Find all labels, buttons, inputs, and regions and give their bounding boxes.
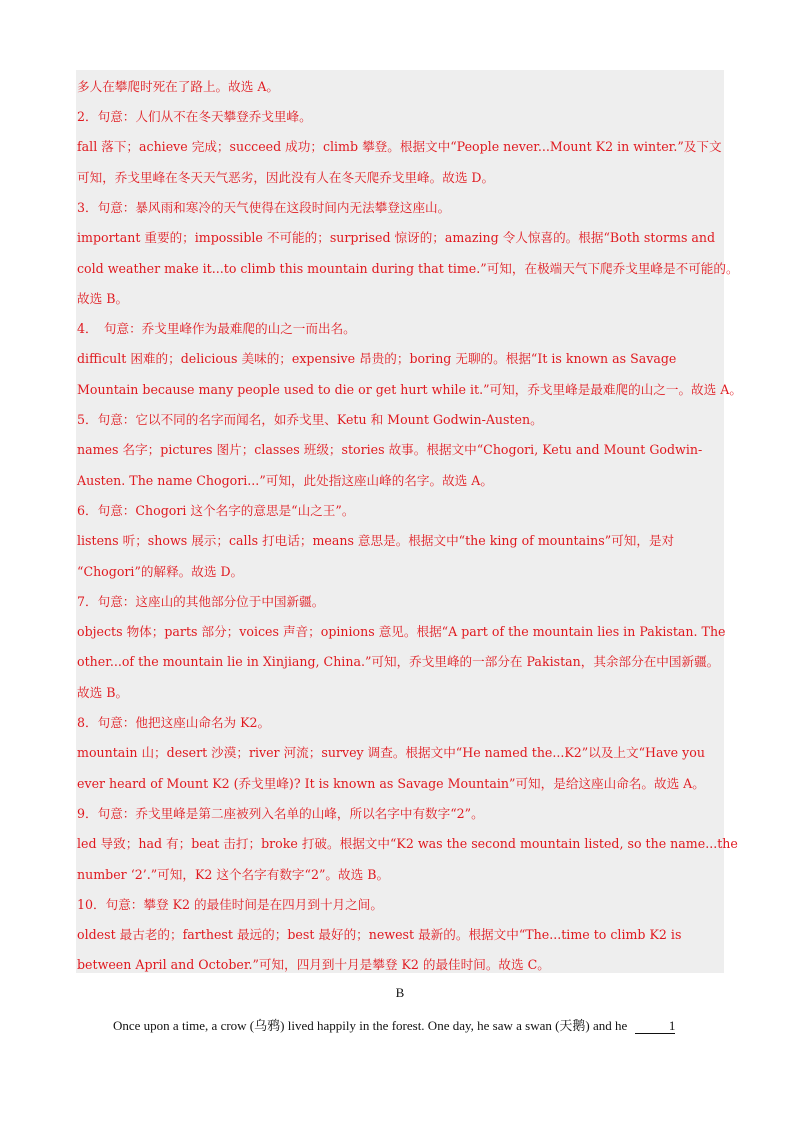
answer-line: other...of the mountain lie in Xinjiang, China.”可知，乔戈里峰的一部分在 Pakistan，其余部分在中国新疆。 [77,654,720,669]
answer-line: oldest 最古老的；farthest 最远的；best 最好的；newest 最新的。根据文中“The...time to climb K2 is [77,927,682,942]
answer-line: cold weather make it...to climb this mountain during that time.”可知，在极端天气下爬乔戈里峰是不可能的。 [77,261,739,276]
answer-line: fall 落下；achieve 完成；succeed 成功；climb 攀登。根据文中“People never...Mount K2 in winter.”及下文 [77,139,722,154]
answer-blank: 1 [635,1019,675,1034]
answer-line: 9．句意：乔戈里峰是第二座被列入名单的山峰，所以名字中有数字“2”。 [77,806,484,821]
answer-line: ever heard of Mount K2 (乔戈里峰)? It is known as Savage Mountain”可知，是给这座山命名。故选 A。 [77,776,705,791]
answer-line: important 重要的；impossible 不可能的；surprised 惊讶的；amazing 令人惊喜的。根据“Both storms and [77,230,716,245]
passage-first-line [113,1015,675,1034]
answer-line: 故选 B。 [77,685,129,700]
answer-line: objects 物体；parts 部分；voices 声音；opinions 意见。根据“A part of the mountain lies in Pakistan. The [77,624,726,639]
answer-line: number ‘2’.”可知，K2 这个名字有数字“2”。故选 B。 [77,867,390,882]
answer-line: led 导致；had 有；beat 击打；broke 打破。根据文中“K2 was the second mountain listed, so the name...the [77,836,738,851]
answer-line: 可知，乔戈里峰在冬天天气恶劣，因此没有人在冬天爬乔戈里峰。故选 D。 [77,170,495,185]
answer-line: difficult 困难的；delicious 美味的；expensive 昂贵的；boring 无聊的。根据“It is known as Savage [77,351,677,366]
answer-line: 2．句意：人们从不在冬天攀登乔戈里峰。 [77,109,312,124]
answer-line: 8．句意：他把这座山命名为 K2。 [77,715,271,730]
answer-line: names 名字；pictures 图片；classes 班级；stories 故事。根据文中“Chogori, Ketu and Mount Godwin- [77,442,703,457]
answer-line: 故选 B。 [77,291,129,306]
answer-line: 多人在攀爬时死在了路上。故选 A。 [77,79,280,94]
answer-line: Mountain because many people used to die or get hurt while it.”可知，乔戈里峰是最难爬的山之一。故选 A。 [77,382,742,397]
answer-line: “Chogori”的解释。故选 D。 [77,564,244,579]
answer-line: 3．句意：暴风雨和寒冷的天气使得在这段时间内无法攀登这座山。 [77,200,451,215]
answer-line: 4． 句意：乔戈里峰作为最难爬的山之一而出名。 [77,321,356,336]
passage-text: Once upon a time, a crow (乌鸦) lived happily in the forest. One day, he saw a swan (天鹅) and he [113,1018,628,1033]
answer-line: listens 听；shows 展示；calls 打电话；means 意思是。根据文中“the king of mountains”可知，是对 [77,533,675,548]
section-heading: B [395,985,405,1000]
answer-line: Austen. The name Chogori...”可知，此处指这座山峰的名字。故选 A。 [77,473,493,488]
answer-line: between April and October.”可知，四月到十月是攀登 K2 的最佳时间。故选 C。 [77,957,550,972]
answer-line: mountain 山；desert 沙漠；river 河流；survey 调查。根据文中“He named the...K2”以及上文“Have you [77,745,705,760]
answer-line: 5．句意：它以不同的名字而闻名，如乔戈里、Ketu 和 Mount Godwin-Austen。 [77,412,543,427]
answer-line: 10．句意：攀登 K2 的最佳时间是在四月到十月之间。 [77,897,383,912]
answer-line: 7．句意：这座山的其他部分位于中国新疆。 [77,594,325,609]
answer-line: 6．句意：Chogori 这个名字的意思是“山之王”。 [77,503,355,518]
